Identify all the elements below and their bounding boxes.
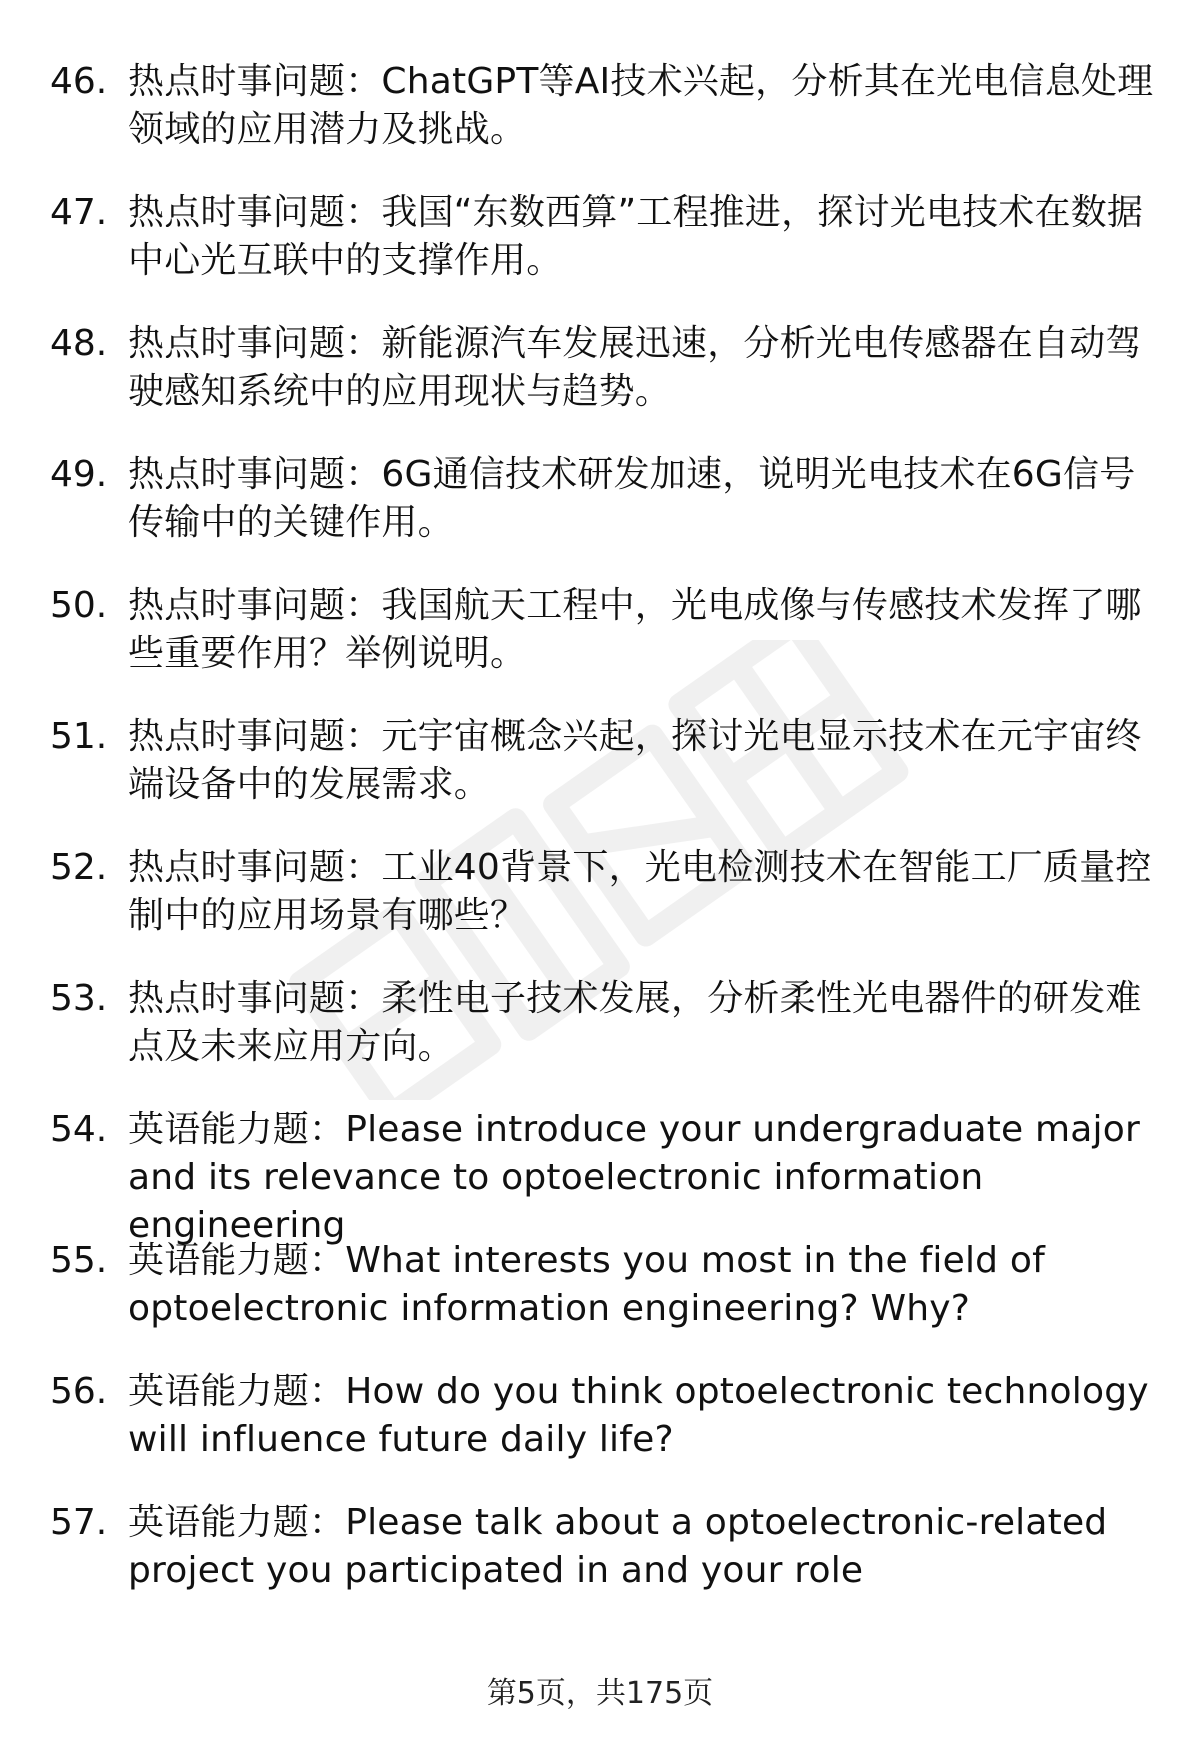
question-text: 热点时事问题：新能源汽车发展迅速，分析光电传感器在自动驾驶感知系统中的应用现状与趋势。 bbox=[128, 323, 1142, 412]
question-item bbox=[50, 451, 1160, 582]
question-text: 英语能力题：What interests you most in the field of optoelectronic information engineering? Why? bbox=[128, 1240, 1045, 1329]
question-number: 49. bbox=[50, 454, 108, 495]
question-item bbox=[50, 1106, 1160, 1246]
question-number: 56. bbox=[50, 1371, 108, 1412]
question-text: 英语能力题：Please introduce your undergraduate major and its relevance to optoelectronic information engineering bbox=[128, 1109, 1140, 1246]
question-text: 热点时事问题：我国“东数西算”工程推进，探讨光电技术在数据中心光互联中的支撑作用。 bbox=[128, 192, 1144, 281]
question-item bbox=[50, 58, 1160, 189]
question-number: 51. bbox=[50, 716, 108, 757]
question-text: 英语能力题：How do you think optoelectronic technology will influence future daily life? bbox=[128, 1371, 1149, 1460]
question-text: 英语能力题：Please talk about a optoelectronic-related project you participated in and your role bbox=[128, 1502, 1108, 1591]
question-item bbox=[50, 975, 1160, 1106]
question-number: 47. bbox=[50, 192, 108, 233]
question-item bbox=[50, 582, 1160, 713]
question-text: 热点时事问题：柔性电子技术发展，分析柔性光电器件的研发难点及未来应用方向。 bbox=[128, 978, 1142, 1067]
question-number: 48. bbox=[50, 323, 108, 364]
question-number: 54. bbox=[50, 1109, 108, 1150]
question-text: 热点时事问题：6G通信技术研发加速，说明光电技术在6G信号传输中的关键作用。 bbox=[128, 454, 1136, 543]
question-text: 热点时事问题：工业40背景下，光电检测技术在智能工厂质量控制中的应用场景有哪些？ bbox=[128, 847, 1152, 936]
question-item bbox=[50, 189, 1160, 320]
question-item bbox=[50, 1499, 1160, 1630]
question-text: 热点时事问题：ChatGPT等AI技术兴起，分析其在光电信息处理领域的应用潜力及挑战。 bbox=[128, 61, 1154, 150]
question-item bbox=[50, 1237, 1160, 1368]
question-number: 55. bbox=[50, 1240, 108, 1281]
question-number: 57. bbox=[50, 1502, 108, 1543]
question-number: 52. bbox=[50, 847, 108, 888]
question-number: 53. bbox=[50, 978, 108, 1019]
question-item bbox=[50, 1368, 1160, 1499]
question-item bbox=[50, 844, 1160, 975]
question-item bbox=[50, 713, 1160, 844]
question-text: 热点时事问题：元宇宙概念兴起，探讨光电显示技术在元宇宙终端设备中的发展需求。 bbox=[128, 716, 1142, 805]
question-text: 热点时事问题：我国航天工程中，光电成像与传感技术发挥了哪些重要作用？举例说明。 bbox=[128, 585, 1142, 674]
page-number-footer: 第5页，共175页 bbox=[486, 1676, 714, 1711]
question-number: 50. bbox=[50, 585, 108, 626]
question-number: 46. bbox=[50, 61, 108, 102]
question-list bbox=[50, 58, 1160, 1630]
question-item bbox=[50, 320, 1160, 451]
